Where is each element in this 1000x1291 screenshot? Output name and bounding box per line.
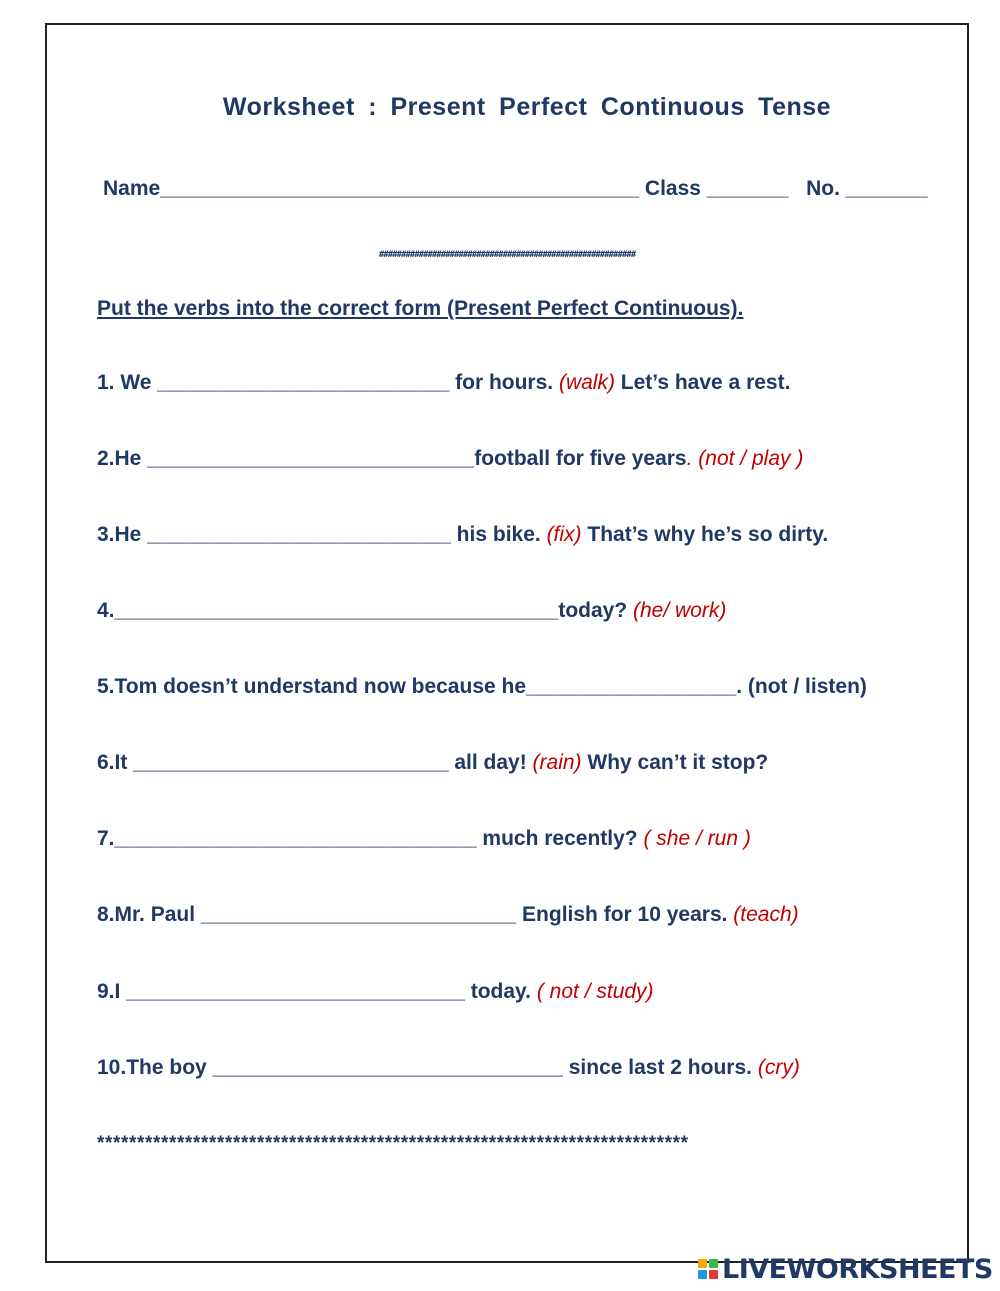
question-text[interactable]: 8.Mr. Paul ___________________________ English for 10 years. (97, 903, 734, 926)
verb-hint: (walk) (558, 371, 615, 394)
verb-hint: ( not / study) (536, 980, 654, 1003)
logo-text: LIVEWORKSHEETS (722, 1253, 993, 1285)
verb-hint: . (not / play ) (686, 447, 804, 470)
verb-hint: (cry) (757, 1056, 800, 1079)
name-label: Name (103, 177, 161, 200)
no-blank[interactable]: _______ (845, 177, 928, 200)
question-10 (97, 1056, 800, 1080)
logo-square (709, 1259, 718, 1268)
student-info-row (103, 177, 928, 201)
verb-hint: (fix) (546, 523, 582, 546)
question-4 (97, 599, 726, 623)
footer-stars: ************************************************************************** (97, 1133, 689, 1154)
question-text[interactable]: 5.Tom doesn’t understand now because he__________________. (not / listen) (97, 675, 867, 698)
question-tail: That’s why he’s so dirty. (581, 523, 829, 546)
class-blank[interactable]: _______ (706, 177, 789, 200)
question-3 (97, 523, 828, 547)
question-2 (97, 447, 803, 471)
verb-hint: (rain) (532, 751, 582, 774)
class-label: Class (644, 177, 701, 200)
logo-square (709, 1270, 718, 1279)
hash-divider: ########################################################## (378, 250, 636, 260)
instructions: Put the verbs into the correct form (Present Perfect Continuous). (97, 297, 744, 320)
liveworksheets-logo (698, 1254, 993, 1284)
name-blank[interactable]: _________________________________________ (160, 177, 640, 200)
logo-mark-icon (698, 1259, 718, 1279)
question-text[interactable]: 7._______________________________ much recently? (97, 827, 644, 850)
question-9 (97, 980, 654, 1004)
question-text[interactable]: 4.______________________________________today? (97, 599, 633, 622)
question-8 (97, 903, 799, 927)
verb-hint: (he/ work) (633, 599, 727, 622)
page-title: Worksheet : Present Perfect Continuous Tense (222, 93, 832, 121)
question-tail: Why can’t it stop? (581, 751, 769, 774)
question-text[interactable]: 1. We _________________________ for hours. (97, 371, 559, 394)
question-1 (97, 371, 790, 395)
logo-square (698, 1270, 707, 1279)
no-label: No. (806, 177, 840, 200)
verb-hint: ( she / run ) (643, 827, 751, 850)
question-tail: Let’s have a rest. (614, 371, 791, 394)
question-text[interactable]: 9.I _____________________________ today. (97, 980, 537, 1003)
question-7 (97, 827, 751, 851)
question-text[interactable]: 6.It ___________________________ all day! (97, 751, 533, 774)
question-5 (97, 675, 867, 699)
worksheet-page (45, 23, 969, 1263)
question-text[interactable]: 3.He __________________________ his bike. (97, 523, 547, 546)
question-6 (97, 751, 768, 775)
verb-hint: (teach) (733, 903, 799, 926)
logo-square (698, 1259, 707, 1268)
question-text[interactable]: 10.The boy ______________________________ since last 2 hours. (97, 1056, 758, 1079)
question-text[interactable]: 2.He ____________________________football for five years (97, 447, 687, 470)
